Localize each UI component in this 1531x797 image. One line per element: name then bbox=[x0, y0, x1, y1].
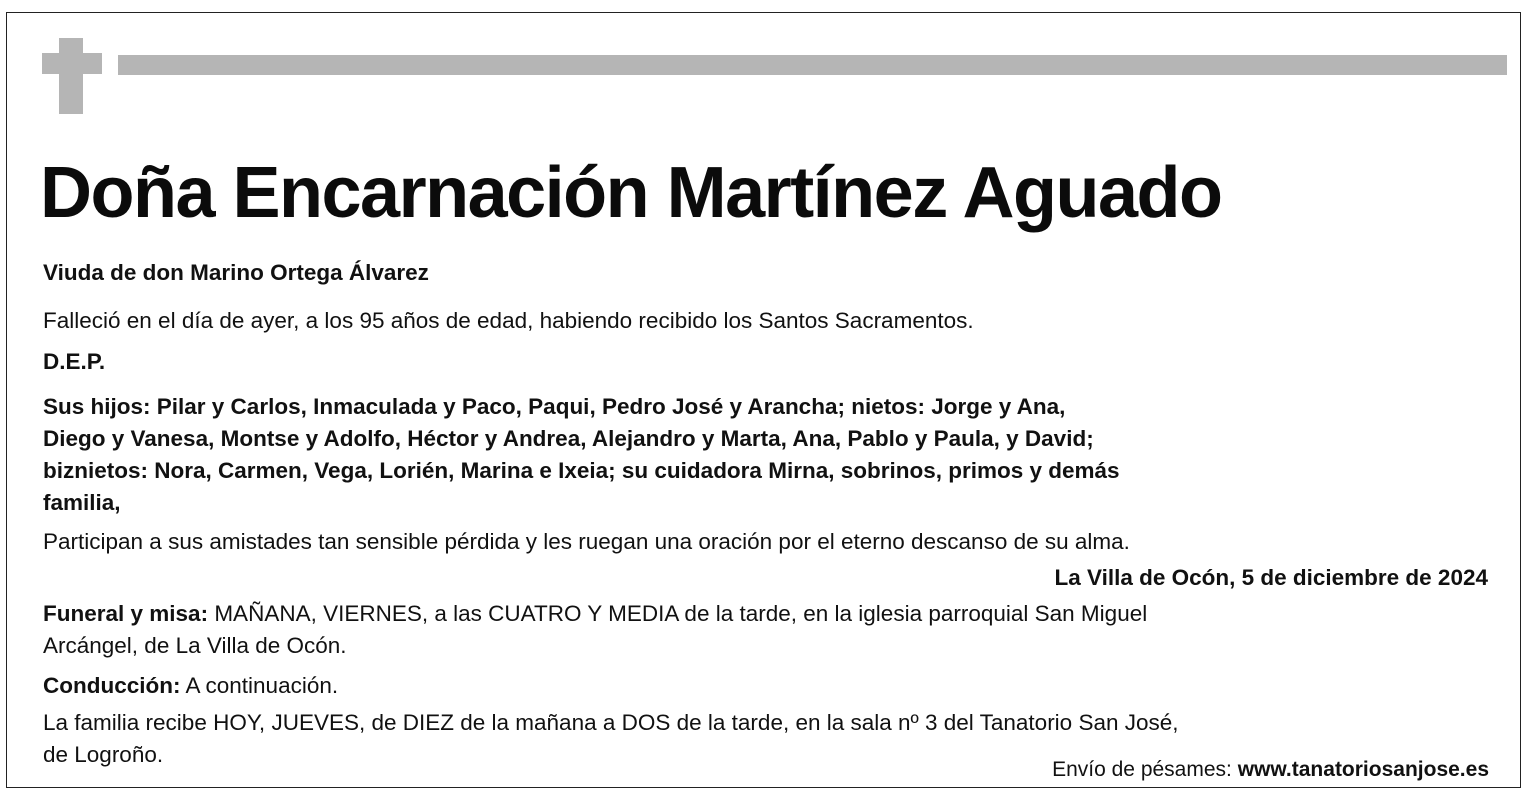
funeral-line-1 bbox=[43, 598, 1483, 630]
reception-line-1: La familia recibe HOY, JUEVES, de DIEZ de la mañana a DOS de la tarde, en la sala nº 3 del Tanatorio San José, bbox=[43, 710, 1179, 735]
family-line: Diego y Vanesa, Montse y Adolfo, Héctor y Andrea, Alejandro y Marta, Ana, Pablo y Paula, y David; bbox=[43, 426, 1094, 451]
condolences-line bbox=[1052, 755, 1489, 785]
funeral-label: Funeral y misa: bbox=[43, 601, 209, 626]
spouse-line: Viuda de don Marino Ortega Álvarez bbox=[43, 260, 429, 285]
cross-icon-arm bbox=[42, 53, 102, 74]
header-rule bbox=[118, 55, 1507, 75]
family-line: biznietos: Nora, Carmen, Vega, Lorién, Marina e Ixeia; su cuidadora Mirna, sobrinos, primos y demás bbox=[43, 458, 1120, 483]
deceased-name: Doña Encarnación Martínez Aguado bbox=[40, 153, 1222, 233]
death-note: Falleció en el día de ayer, a los 95 años de edad, habiendo recibido los Santos Sacramentos. bbox=[43, 308, 974, 333]
family-line: familia, bbox=[43, 490, 121, 515]
conduccion-text: A continuación. bbox=[180, 673, 339, 698]
reception-line-2: de Logroño. bbox=[43, 742, 164, 767]
family-list bbox=[43, 391, 1443, 519]
conduccion-info bbox=[43, 670, 1483, 702]
place-date: La Villa de Ocón, 5 de diciembre de 2024 bbox=[1054, 565, 1488, 590]
funeral-info bbox=[43, 598, 1483, 662]
condolences-label: Envío de pésames: bbox=[1052, 758, 1238, 781]
condolences-link[interactable]: www.tanatoriosanjose.es bbox=[1237, 758, 1489, 781]
cross-icon bbox=[59, 38, 83, 114]
funeral-line-2: Arcángel, de La Villa de Ocón. bbox=[43, 633, 347, 658]
prayer-request: Participan a sus amistades tan sensible pérdida y les ruegan una oración por el eterno descanso de su alma. bbox=[43, 529, 1130, 554]
family-line: Sus hijos: Pilar y Carlos, Inmaculada y Paco, Paqui, Pedro José y Arancha; nietos: Jorge y Ana, bbox=[43, 394, 1066, 419]
conduccion-label: Conducción: bbox=[43, 673, 181, 698]
dep-line: D.E.P. bbox=[43, 349, 106, 374]
funeral-text: MAÑANA, VIERNES, a las CUATRO Y MEDIA de la tarde, en la iglesia parroquial San Miguel bbox=[208, 601, 1148, 626]
